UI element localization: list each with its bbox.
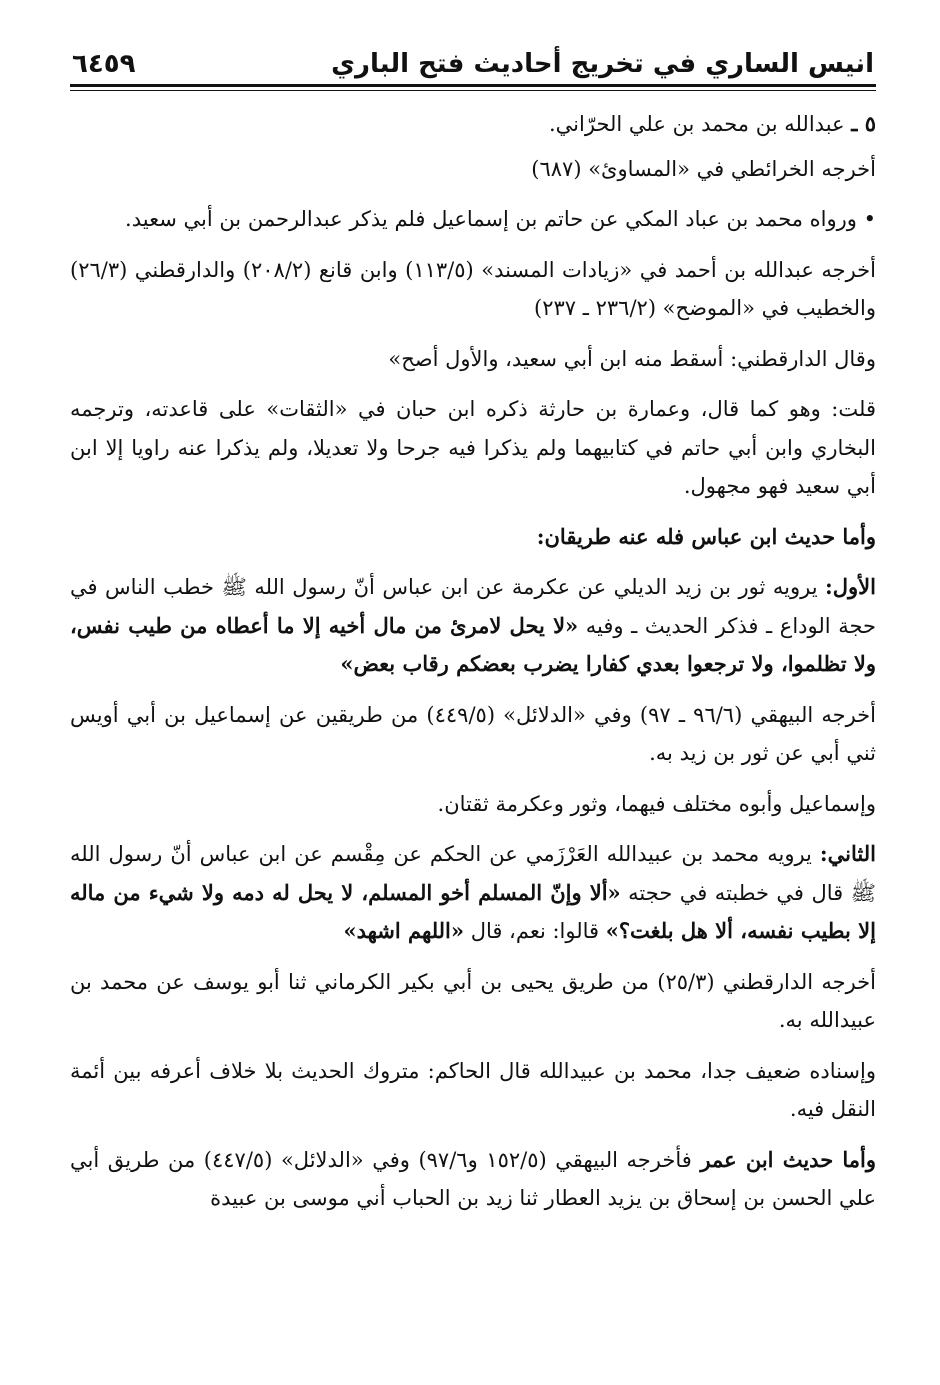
paragraph-4: أخرجه عبدالله بن أحمد في «زيادات المسند» (١١٣/٥) وابن قانع (٢٠٨/٢) والدارقطني (٢٦/٣) والخطيب في «الموضح» (٢٣٦/٢ ـ ٢٣٧) [70,257,876,320]
paragraph-1 [70,105,876,144]
paragraph-tail: قالوا: نعم، قال [464,919,606,943]
paragraph-text: يرويه ثور بن زيد الديلي عن عكرمة عن ابن عباس أنّ رسول الله ﷺ خطب الناس في حجة الوداع ـ فذكر الحديث ـ وفيه [70,575,876,638]
paragraph-13: وإسناده ضعيف جدا، محمد بن عبيدالله قال الحاكم: متروك الحديث بلا خلاف أعرفه بين أئمة النقل فيه. [70,1058,876,1121]
item-number: ٥ ـ [851,111,876,136]
hadith-quote: «لا يحل لامرئ من مال أخيه إلا ما أعطاه من طيب نفس، ولا تظلموا، ولا ترجعوا بعدي كفارا يضرب بعضكم رقاب بعض» [70,612,876,676]
paragraph-text: يرويه محمد بن عبيدالله العَرْزَمي عن الحكم عن مِقْسم عن ابن عباس أنّ رسول الله ﷺ قال في خطبته في حجته [70,842,876,905]
running-header [70,40,876,87]
paragraph-text: عبدالله بن محمد بن علي الحرّاني. [549,112,845,136]
page-body [70,105,876,1218]
paragraph-10: وإسماعيل وأبوه مختلف فيهما، وثور وعكرمة ثقتان. [437,791,876,816]
paragraph-12: أخرجه الدارقطني (٢٥/٣) من طريق يحيى بن أبي بكير الكرماني ثنا أبو يوسف عن محمد بن عبيدالله به. [70,969,876,1032]
book-page [70,40,876,1355]
paragraph-14 [70,1141,876,1218]
page-number: ٦٤٥٩ [72,49,136,79]
hadith-quote-2: «اللهم اشهد» [343,918,465,943]
paragraph-6: قلت: وهو كما قال، وعمارة بن حارثة ذكره ابن حبان في «الثقات» على قاعدته، وترجمه البخاري وابن أبي حاتم في كتابيهما ولم يذكرا فيه جرحا ولا تعديلا، ولم يذكرا عنه راويا إلا ابن أبي سعيد فهو مجهول. [70,397,876,498]
paragraph-3: • ورواه محمد بن عباد المكي عن حاتم بن إسماعيل فلم يذكر عبدالرحمن بن أبي سعيد. [125,207,876,231]
header-rule [70,90,876,91]
paragraph-lead: الأول: [825,574,876,599]
paragraph-8 [70,568,876,684]
paragraph-5: وقال الدارقطني: أسقط منه ابن أبي سعيد، والأول أصح» [388,346,876,371]
book-title: انيس الساري في تخريج أحاديث فتح الباري [331,49,874,79]
paragraph-lead: الثاني: [819,841,876,866]
section-heading: وأما حديث ابن عباس فله عنه طريقان: [536,523,876,549]
paragraph-9: أخرجه البيهقي (٩٦/٦ ـ ٩٧) وفي «الدلائل» (٤٤٩/٥) من طريقين عن إسماعيل بن أبي أويس ثني أبي عن ثور بن زيد به. [70,702,876,765]
paragraph-lead: وأما حديث ابن عمر [700,1146,877,1172]
hadith-quote: «ألا وإنّ المسلم أخو المسلم، لا يحل له دمه ولا شيء من ماله إلا بطيب نفسه، ألا هل بلغت؟» [70,879,876,943]
paragraph-text: فأخرجه البيهقي (١٥٢/٥ و٩٧/٦) وفي «الدلائل» (٤٤٧/٥) من طريق أبي علي الحسن بن إسحاق بن يزيد العطار ثنا زيد بن الحباب أني موسى بن عبيدة [70,1147,876,1210]
paragraph-2: أخرجه الخرائطي في «المساوئ» (٦٨٧) [531,156,876,181]
paragraph-11 [70,835,876,951]
